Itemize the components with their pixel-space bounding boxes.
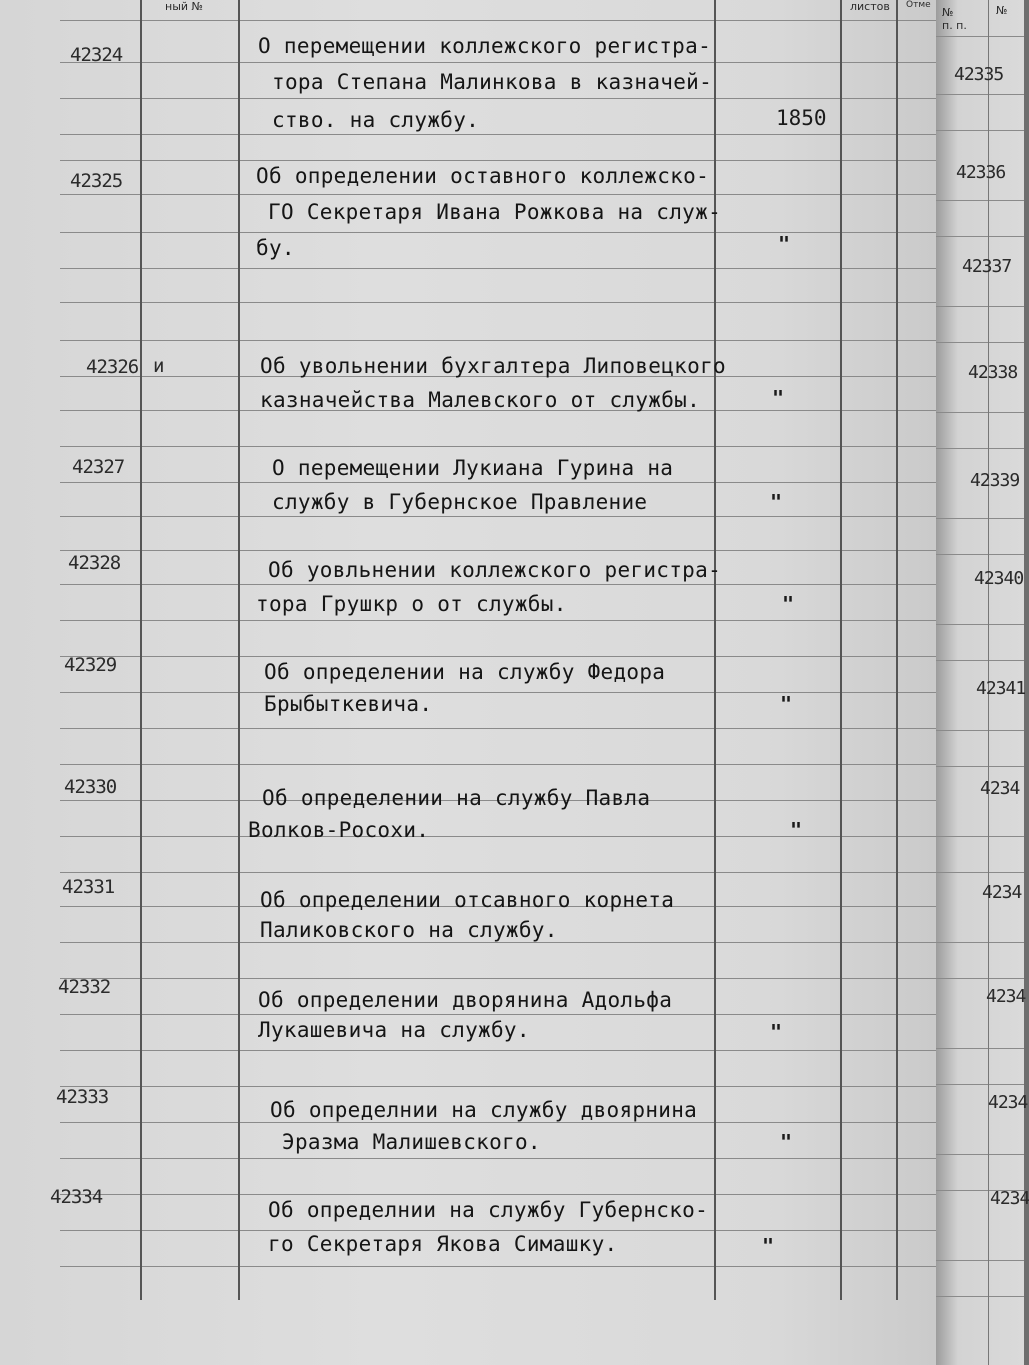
entry-line: ГО Секретаря Ивана Рожкова на служ- <box>268 200 722 224</box>
next-entry-number: 42335 <box>954 64 1004 85</box>
next-entry-number: 42340 <box>974 568 1024 589</box>
next-page-edge <box>936 0 1029 1365</box>
entry-number: 42328 <box>68 552 121 574</box>
entry-number: 42329 <box>64 654 117 676</box>
ditto-mark: " <box>780 692 793 716</box>
entry-number: 42330 <box>64 776 117 798</box>
next-entry-number: 4234 <box>982 882 1022 903</box>
next-entry-number: 42337 <box>962 256 1012 277</box>
ditto-mark: " <box>772 386 785 410</box>
entry-number: 42324 <box>70 44 123 66</box>
ditto-mark: " <box>770 1020 783 1044</box>
entry-line: Об увольнении бухгалтера Липовецкого <box>260 354 726 378</box>
next-entry-number: 4234 <box>988 1092 1028 1113</box>
ditto-mark: " <box>780 1130 793 1154</box>
entry-number: 42333 <box>56 1086 109 1108</box>
entry-number: 42326 <box>86 356 139 378</box>
ditto-mark: " <box>790 818 803 842</box>
entry-year: 1850 <box>776 106 827 130</box>
entry-number: 42331 <box>62 876 115 898</box>
entry-number: 42325 <box>70 170 123 192</box>
next-header-no: № <box>996 4 1008 17</box>
next-entry-number: 4234 <box>990 1188 1029 1209</box>
entry-line: тора Грушкр о от службы. <box>256 592 567 616</box>
entry-number: 42332 <box>58 976 111 998</box>
entry-line: службу в Губернское Правление <box>272 490 648 514</box>
entry-line: Об определнии на службу двоярнина <box>270 1098 698 1122</box>
entry-line: Волков-Росохи. <box>248 818 430 842</box>
header-number-column: ный № <box>165 0 203 13</box>
entry-line: Об уовльнении коллежского регистра- <box>268 558 722 582</box>
column-rule <box>238 0 240 1300</box>
next-entry-number: 42336 <box>956 162 1006 183</box>
entry-line: О перемещении Лукиана Гурина на <box>272 456 674 480</box>
entry-line: ство. на службу. <box>272 108 480 132</box>
ditto-mark: " <box>762 1234 775 1258</box>
entry-line: Об определении дворянина Адольфа <box>258 988 673 1012</box>
header-sheets-column: листов <box>850 0 890 13</box>
entry-line: Брыбыткевича. <box>264 692 433 716</box>
header-note-column: Отме <box>906 0 931 10</box>
entry-line: Эразма Малишевского. <box>282 1130 541 1154</box>
entry-mark: и <box>153 355 165 377</box>
next-entry-number: 4234 <box>980 778 1020 799</box>
entry-line: бу. <box>256 236 295 260</box>
entry-number: 42334 <box>50 1186 103 1208</box>
entry-number: 42327 <box>72 456 125 478</box>
column-rule <box>840 0 842 1300</box>
next-entry-number: 42338 <box>968 362 1018 383</box>
entry-line: казначейства Малевского от службы. <box>260 388 701 412</box>
next-entry-number: 4234 <box>986 986 1026 1007</box>
ditto-mark: " <box>778 232 791 256</box>
ditto-mark: " <box>782 592 795 616</box>
entry-line: Об определении на службу Павла <box>262 786 651 810</box>
entry-line: тора Степана Малинкова в казначей- <box>272 70 713 94</box>
entry-line: Паликовского на службу. <box>260 918 558 942</box>
bleed-through-text <box>740 130 830 154</box>
entry-line: Об определнии на службу Губернско- <box>268 1198 709 1222</box>
entry-line: Об определении отсавного корнета <box>260 888 675 912</box>
entry-line: го Секретаря Якова Симашку. <box>268 1232 618 1256</box>
next-header-pp: № п. п. <box>942 6 967 32</box>
ditto-mark: " <box>770 490 783 514</box>
entry-line: Лукашевича на службу. <box>258 1018 530 1042</box>
next-entry-number: 42339 <box>970 470 1020 491</box>
entry-line: Об определении на службу Федора <box>264 660 666 684</box>
entry-line: Об определении оставного коллежско- <box>256 164 710 188</box>
next-entry-number: 42341 <box>976 678 1026 699</box>
column-rule <box>714 0 716 1300</box>
column-rule <box>896 0 898 1300</box>
entry-line: О перемещении коллежского регистра- <box>258 34 712 58</box>
column-rule <box>140 0 142 1300</box>
